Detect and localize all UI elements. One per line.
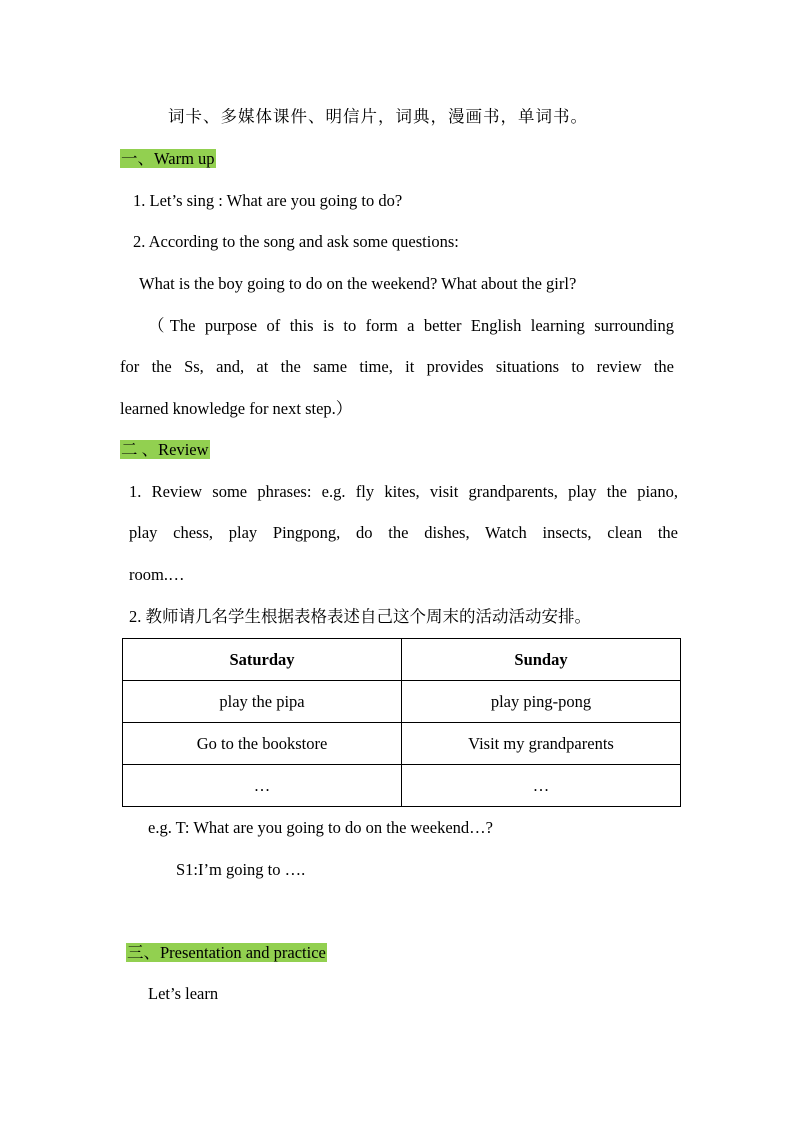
warmup-purpose-line-3: learned knowledge for next step.）: [120, 399, 353, 418]
table-cell: play the pipa: [123, 681, 402, 723]
example-student-line: S1:I’m going to ….: [176, 860, 306, 879]
table-cell: Visit my grandparents: [402, 723, 681, 765]
warmup-step-1: 1. Let’s sing : What are you going to do?: [133, 191, 403, 210]
presentation-heading-text: 三、Presentation and practice: [127, 943, 326, 962]
review-heading: [120, 439, 210, 461]
warmup-heading: [120, 148, 216, 170]
review-step-2: 2. 教师请几名学生根据表格表述自己这个周末的活动活动安排。: [129, 607, 591, 626]
review-heading-text: 二 、Review: [121, 440, 209, 459]
table-row: [123, 765, 681, 807]
table-cell: play ping-pong: [402, 681, 681, 723]
warmup-purpose-line-2: for the Ss, and, at the same time, it provides situations to review the: [120, 357, 674, 376]
review-step-1-line-3: room.…: [129, 565, 185, 584]
table-header-row: [123, 639, 681, 681]
table-cell: Go to the bookstore: [123, 723, 402, 765]
example-teacher-line: e.g. T: What are you going to do on the weekend…?: [148, 818, 493, 837]
weekend-plan-table: [122, 638, 681, 807]
table-row: [123, 681, 681, 723]
table-cell: …: [402, 765, 681, 807]
table-row: [123, 723, 681, 765]
warmup-question: What is the boy going to do on the weekend? What about the girl?: [139, 274, 577, 293]
warmup-heading-text: 一、Warm up: [121, 149, 215, 168]
presentation-heading: [126, 942, 327, 964]
warmup-step-2: 2. According to the song and ask some questions:: [133, 232, 459, 251]
table-cell: …: [123, 765, 402, 807]
table-header-sunday: Sunday: [402, 639, 681, 681]
materials-line: 词卡、多媒体课件、明信片，词典，漫画书，单词书。: [168, 107, 588, 126]
review-step-1-line-2: play chess, play Pingpong, do the dishes, Watch insects, clean the: [129, 523, 678, 542]
presentation-subheading: Let’s learn: [148, 984, 219, 1003]
table-header-saturday: Saturday: [123, 639, 402, 681]
review-step-1-line-1: 1. Review some phrases: e.g. fly kites, visit grandparents, play the piano,: [129, 482, 678, 501]
warmup-purpose-line-1: （The purpose of this is to form a better English learning surrounding: [148, 316, 674, 335]
